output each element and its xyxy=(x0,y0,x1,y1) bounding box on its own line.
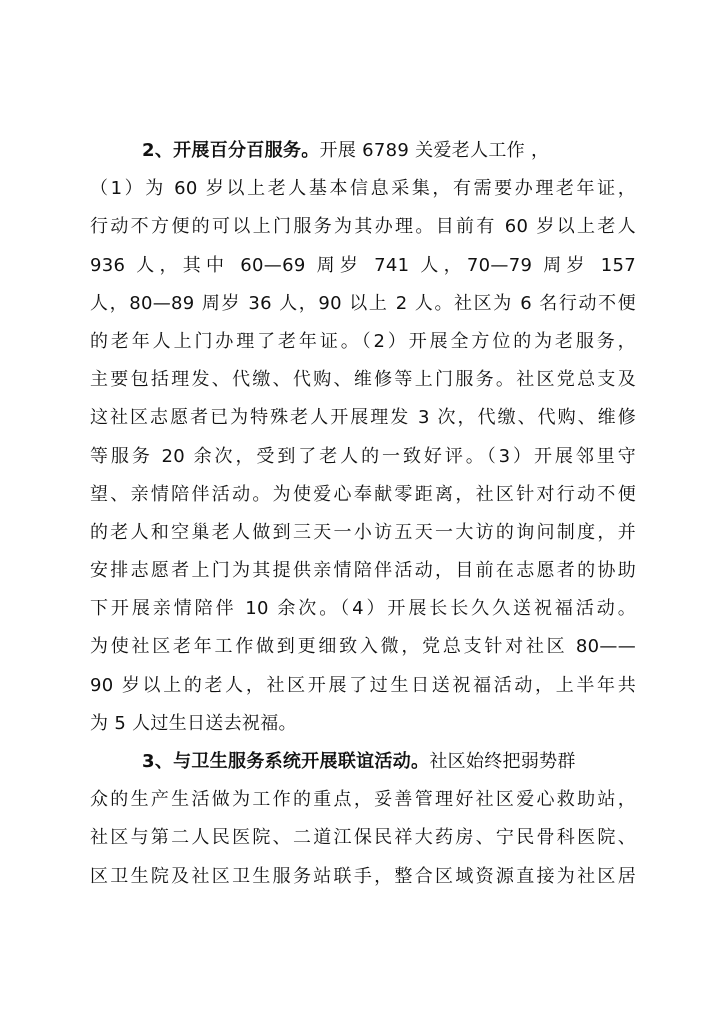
paragraph-2-line-3: 行动不方便的可以上门服务为其办理。目前有 60 岁以上老人 xyxy=(90,216,636,238)
paragraph-2-line-8: 这社区志愿者已为特殊老人开展理发 3 次，代缴、代购、维修 xyxy=(90,407,636,429)
paragraph-2-line-11: 的老人和空巢老人做到三天一小访五天一大访的询问制度，并 xyxy=(90,521,636,543)
paragraph-2-line-15: 90 岁以上的老人，社区开展了过生日送祝福活动，上半年共 xyxy=(90,674,636,696)
document-body xyxy=(90,132,636,896)
paragraph-2-line-7: 主要包括理发、代缴、代购、维修等上门服务。社区党总支及 xyxy=(90,369,636,391)
paragraph-3-line-4: 区卫生院及社区卫生服务站联手，整合区域资源直接为社区居 xyxy=(90,865,636,887)
paragraph-text: 社区始终把弱势群 xyxy=(429,751,576,772)
paragraph-2-line-14: 为使社区老年工作做到更细致入微，党总支针对社区 80—— xyxy=(90,636,636,658)
paragraph-2-line-9: 等服务 20 余次，受到了老人的一致好评。（3）开展邻里守 xyxy=(90,445,636,467)
paragraph-2-line-16: 为 5 人过生日送去祝福。 xyxy=(90,712,297,734)
paragraph-3-line-2: 众的生产生活做为工作的重点，妥善管理好社区爱心救助站， xyxy=(90,789,636,811)
paragraph-3-line-3: 社区与第二人民医院、二道江保民祥大药房、宁民骨科医院、 xyxy=(90,827,636,849)
paragraph-2-line-12: 安排志愿者上门为其提供亲情陪伴活动，目前在志愿者的协助 xyxy=(90,560,636,582)
paragraph-2-line-13: 下开展亲情陪伴 10 余次。（4）开展长长久久送祝福活动。 xyxy=(90,598,636,620)
section-2-heading: 2、开展百分百服务。 xyxy=(142,140,320,161)
paragraph-2-line-6: 的老年人上门办理了老年证。（2）开展全方位的为老服务， xyxy=(90,330,636,352)
paragraph-2-line-1 xyxy=(90,132,636,170)
paragraph-3-line-1 xyxy=(90,743,636,781)
paragraph-text: 开展 6789 关爱老人工作 ， xyxy=(319,140,550,161)
paragraph-2-line-4: 936 人，其中 60—69 周岁 741 人，70—79 周岁 157 xyxy=(90,254,636,276)
paragraph-2-line-10: 望、亲情陪伴活动。为使爱心奉献零距离，社区针对行动不便 xyxy=(90,483,636,505)
paragraph-2-line-5: 人，80—89 周岁 36 人，90 以上 2 人。社区为 6 名行动不便 xyxy=(90,292,636,314)
section-3-heading: 3、与卫生服务系统开展联谊活动。 xyxy=(142,751,430,772)
paragraph-2-line-2: （1）为 60 岁以上老人基本信息采集，有需要办理老年证， xyxy=(90,178,636,200)
